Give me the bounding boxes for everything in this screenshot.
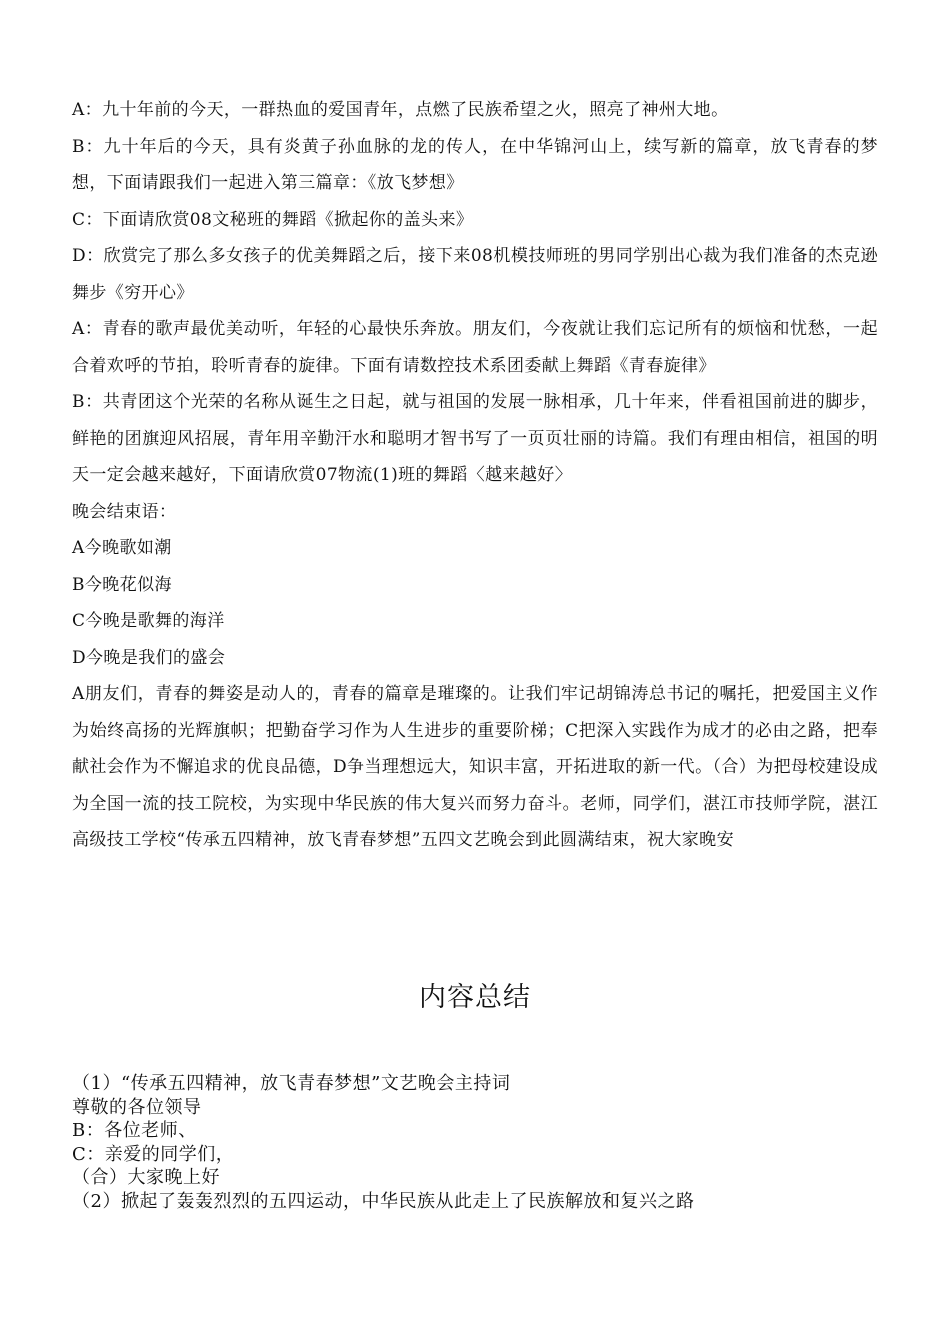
- summary-line: （1）“传承五四精神，放飞青春梦想”文艺晚会主持词: [72, 1073, 511, 1094]
- summary-line: （2）掀起了轰轰烈烈的五四运动，中华民族从此走上了民族解放和复兴之路: [72, 1190, 695, 1212]
- paragraph: D今晚是我们的盛会: [72, 647, 226, 668]
- paragraph: A：青春的歌声最优美动听，年轻的心最快乐奔放。朋友们，今夜就让我们忘记所有的烦恼和忧愁，一起合着欢呼的节拍，聆听青春的旋律。下面有请数控技术系团委献上舞蹈《青春旋律》: [72, 319, 878, 376]
- summary-body: [72, 1072, 878, 1213]
- paragraph: C：下面请欣赏08文秘班的舞蹈《掀起你的盖头来》: [72, 209, 474, 230]
- summary-title: 内容总结: [419, 982, 531, 1013]
- document-body: [72, 92, 878, 859]
- paragraph: A今晚歌如潮: [72, 538, 172, 558]
- paragraph: B今晚花似海: [72, 574, 172, 595]
- paragraph: A朋友们，青春的舞姿是动人的，青春的篇章是璀璨的。让我们牢记胡锦涛总书记的嘱托，把爱国主义作为始终高扬的光辉旗帜；把勤奋学习作为人生进步的重要阶梯；C把深入实践作为成才的必由之路，把奉献社会作为不懈追求的优良品德，D争当理想远大，知识丰富，开拓进取的新一代。（合）为把母校建设成为全国一流的技工院校，为实现中华民族的伟大复兴而努力奋斗。老师，同学们，湛江市技师学院，湛江高级技工学校“传承五四精神，放飞青春梦想”五四文艺晚会到此圆满结束，祝大家晚安: [72, 684, 878, 850]
- summary-line: B：各位老师、: [72, 1120, 197, 1141]
- summary-line: C：亲爱的同学们，: [72, 1143, 235, 1165]
- closing-heading: 晚会结束语：: [72, 501, 177, 522]
- summary-line: 尊敬的各位领导: [72, 1096, 202, 1118]
- paragraph: A：九十年前的今天，一群热血的爱国青年，点燃了民族希望之火，照亮了神州大地。: [72, 100, 729, 120]
- paragraph: B：九十年后的今天，具有炎黄子孙血脉的龙的传人，在中华锦河山上，续写新的篇章，放飞青春的梦想，下面请跟我们一起进入第三篇章：《放飞梦想》: [72, 136, 878, 193]
- paragraph: B：共青团这个光荣的名称从诞生之日起，就与祖国的发展一脉相承，几十年来，伴看祖国前进的脚步，鲜艳的团旗迎风招展，青年用辛勤汗水和聪明才智书写了一页页壮丽的诗篇。我们有理由相信，祖国的明天一定会越来越好，下面请欣赏07物流(1)班的舞蹈〈越来越好〉: [72, 392, 878, 485]
- summary-line: （合）大家晚上好: [72, 1167, 220, 1188]
- paragraph: C今晚是歌舞的海洋: [72, 611, 225, 631]
- paragraph: D：欣赏完了那么多女孩子的优美舞蹈之后，接下来08机模技师班的男同学别出心裁为我们准备的杰克逊舞步《穷开心》: [72, 246, 878, 303]
